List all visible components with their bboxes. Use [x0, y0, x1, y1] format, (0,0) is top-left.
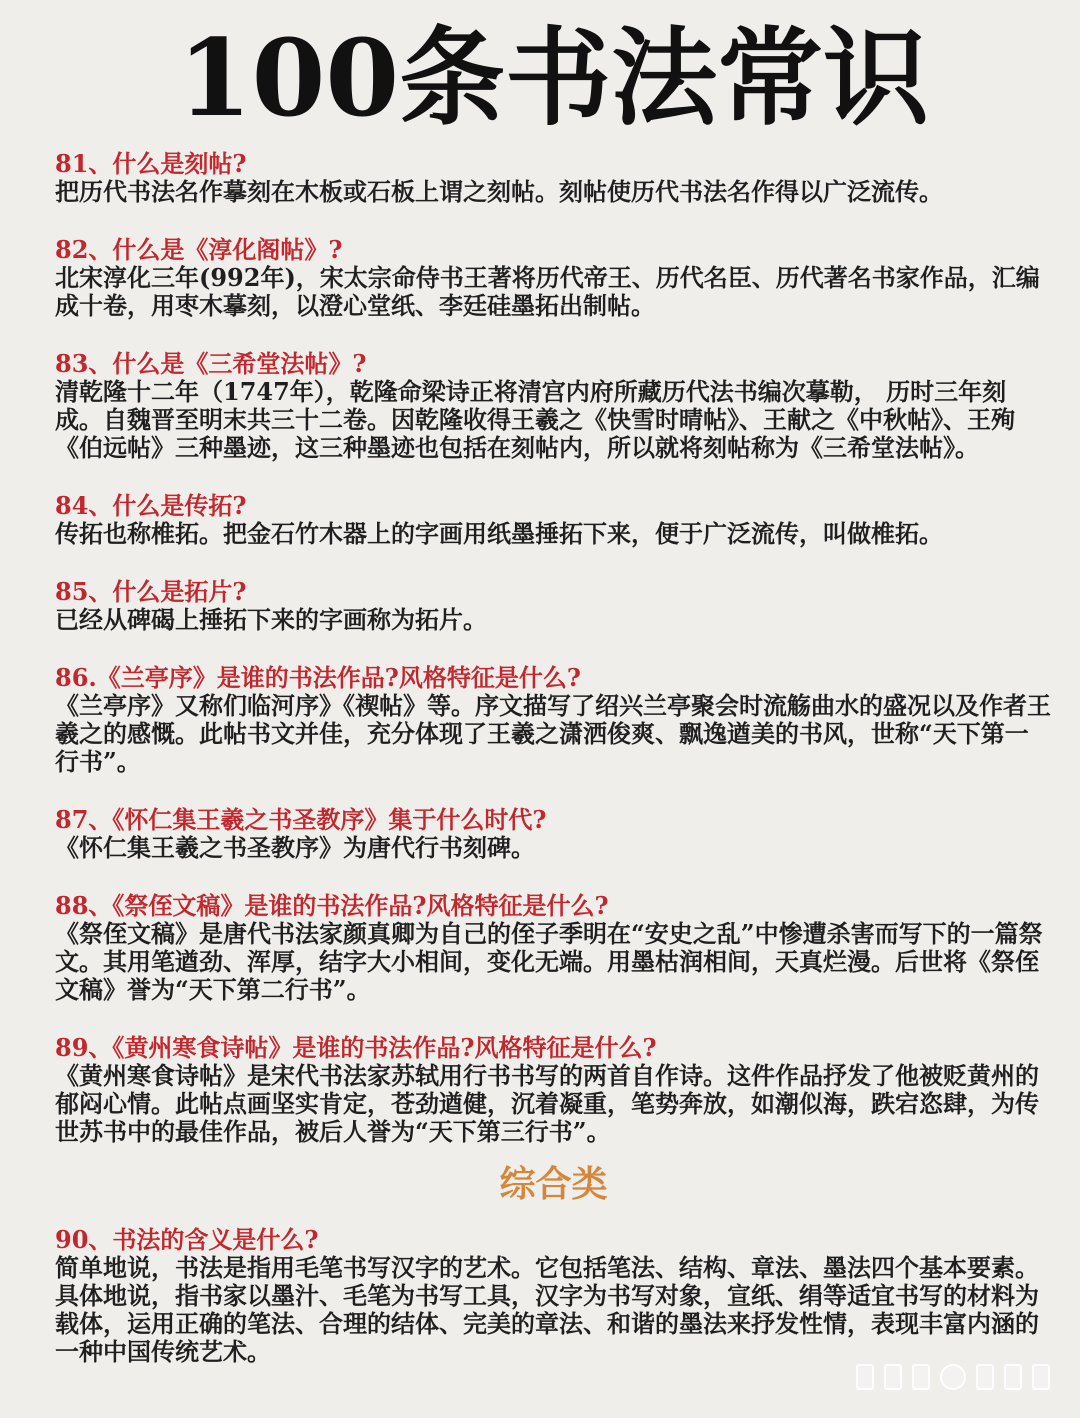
answer: 已经从碑碣上捶拓下来的字画称为拓片。 [55, 605, 487, 634]
page-title: 100条书法常识 [177, 15, 930, 140]
answer: 《祭侄文稿》是唐代书法家颜真卿为自己的侄子季明在“安史之乱”中惨遭杀害而写下的一篇祭文。其用笔遒劲、浑厚，结字大小相间，变化无端。用墨枯润相间，天真烂漫。后世将《祭侄文稿》誉为“天下第二行书”。 [55, 919, 1043, 1004]
watermark-bar-icon [884, 1364, 902, 1390]
watermark-dot-icon [940, 1364, 966, 1390]
qa-list [55, 150, 1052, 1366]
question: 87、《怀仁集王羲之书圣教序》集于什么时代? [55, 805, 547, 834]
qa-item-88 [55, 892, 1052, 1004]
watermark-logo [856, 1364, 1050, 1390]
watermark-bar-icon [856, 1364, 874, 1390]
watermark-bar-icon [976, 1364, 994, 1390]
answer: 《黄州寒食诗帖》是宋代书法家苏轼用行书书写的两首自作诗。这件作品抒发了他被贬黄州的郁闷心情。此帖点画坚实肯定，苍劲遒健，沉着凝重，笔势奔放，如潮似海，跌宕恣肆，为传世苏书中的最佳作品，被后人誉为“天下第三行书”。 [55, 1061, 1039, 1146]
answer: 《怀仁集王羲之书圣教序》为唐代行书刻碑。 [55, 833, 535, 862]
qa-item-81 [55, 150, 1052, 206]
watermark-bar-icon [1004, 1364, 1022, 1390]
qa-item-86 [55, 664, 1052, 776]
watermark-bar-icon [912, 1364, 930, 1390]
qa-item-82 [55, 236, 1052, 320]
answer: 清乾隆十二年（1747年），乾隆命梁诗正将清宫内府所藏历代法书编次摹勒， 历时三年刻成。自魏晋至明末共三十二卷。因乾隆收得王羲之《快雪时晴帖》、王献之《中秋帖》、王殉《伯远帖》三种墨迹，这三种墨迹也包括在刻帖内，所以就将刻帖称为《三希堂法帖》。 [55, 377, 1015, 462]
qa-item-87 [55, 806, 1052, 862]
qa-item-84 [55, 492, 1052, 548]
watermark-bar-icon [1032, 1364, 1050, 1390]
qa-item-85 [55, 578, 1052, 634]
question: 90、书法的含义是什么? [55, 1225, 319, 1254]
question: 86.《兰亭序》是谁的书法作品?风格特征是什么? [55, 663, 581, 692]
question: 81、什么是刻帖? [55, 149, 247, 178]
qa-item-90 [55, 1226, 1052, 1366]
answer: 《兰亭序》又称们临河序》《禊帖》等。序文描写了绍兴兰亭聚会时流觞曲水的盛况以及作者王羲之的感慨。此帖书文并佳，充分体现了王羲之潇洒俊爽、飘逸遒美的书风，世称“天下第一行书”。 [55, 691, 1051, 776]
section-heading: 综合类 [499, 1163, 608, 1205]
question: 82、什么是《淳化阁帖》? [55, 235, 343, 264]
question: 88、《祭侄文稿》是谁的书法作品?风格特征是什么? [55, 891, 609, 920]
question: 85、什么是拓片? [55, 577, 247, 606]
qa-item-83 [55, 350, 1052, 462]
answer: 把历代书法名作摹刻在木板或石板上谓之刻帖。刻帖使历代书法名作得以广泛流传。 [55, 177, 943, 206]
answer: 传拓也称椎拓。把金石竹木器上的字画用纸墨捶拓下来，便于广泛流传，叫做椎拓。 [55, 519, 943, 548]
question: 83、什么是《三希堂法帖》? [55, 349, 367, 378]
question: 84、什么是传拓? [55, 491, 247, 520]
answer: 简单地说，书法是指用毛笔书写汉字的艺术。它包括笔法、结构、章法、墨法四个基本要素。具体地说，指书家以墨汁、毛笔为书写工具，汉字为书写对象，宣纸、绢等适宜书写的材料为载体，运用正确的笔法、合理的结体、完美的章法、和谐的墨法来抒发性情，表现丰富内涵的一种中国传统艺术。 [55, 1253, 1039, 1366]
question: 89、《黄州寒食诗帖》是谁的书法作品?风格特征是什么? [55, 1033, 657, 1062]
answer: 北宋淳化三年(992年)，宋太宗命侍书王著将历代帝王、历代名臣、历代著名书家作品，汇编成十卷，用枣木摹刻，以澄心堂纸、李廷硅墨拓出制帖。 [55, 263, 1040, 320]
qa-item-89 [55, 1034, 1052, 1146]
